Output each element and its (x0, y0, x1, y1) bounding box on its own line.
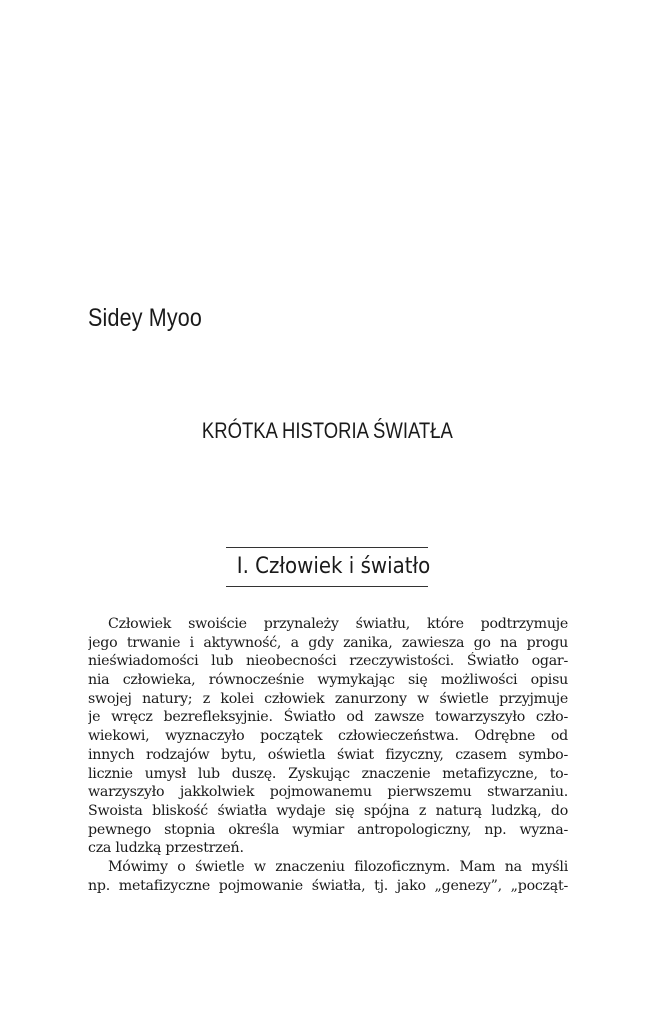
text-line: Człowiek swoiście przynależy światłu, które podtrzymuje (108, 616, 568, 632)
text-line: nia człowieka, równocześnie wymykając się możliwości opisu (88, 672, 568, 689)
text-line: pewnego stopnia określa wymiar antropologiczny, np. wyzna- (88, 821, 568, 838)
body-text (88, 615, 568, 895)
book-title-text: KRÓTKA HISTORIA ŚWIATŁA (201, 418, 453, 443)
text-line: Swoista bliskość światła wydaje się spójna z naturą ludzką, do (88, 802, 568, 819)
text-line: warzyszyło jakkolwiek pojmowanemu pierwszemu stwarzaniu. (88, 784, 568, 801)
paragraph-2 (88, 858, 568, 895)
chapter-heading (226, 547, 431, 587)
text-line: nieświadomości lub nieobecności rzeczywistości. Światło ogar- (88, 653, 568, 670)
book-title (0, 418, 654, 444)
text-line: np. metafizyczne pojmowanie światła, tj. jako „genezy”, „począt- (88, 877, 568, 894)
text-line: swojej natury; z kolei człowiek zanurzony w świetle przyjmuje (88, 690, 568, 707)
text-line: licznie umysł lub duszę. Zyskując znaczenie metafizyczne, to- (88, 765, 568, 782)
text-line: Mówimy o świetle w znaczeniu filozoficznym. Mam na myśli (108, 858, 568, 875)
paragraph-1 (88, 615, 568, 858)
text-line: wiekowi, wyznaczyło początek człowieczeństwa. Odrębne od (88, 728, 568, 745)
text-line: je wręcz bezrefleksyjnie. Światło od zawsze towarzyszyło czło- (88, 709, 568, 726)
text-line: cza ludzką przestrzeń. (88, 840, 244, 857)
chapter-title-text: I. Człowiek i światło (236, 554, 431, 579)
chapter-title (226, 548, 431, 586)
text-line: innych rodzajów bytu, oświetla świat fizyczny, czasem symbo- (88, 746, 568, 763)
chapter-rule-bottom (226, 586, 428, 587)
author-name: Sidey Myoo (88, 304, 203, 332)
text-line: jego trwanie i aktywność, a gdy zanika, zawiesza go na progu (88, 634, 568, 651)
